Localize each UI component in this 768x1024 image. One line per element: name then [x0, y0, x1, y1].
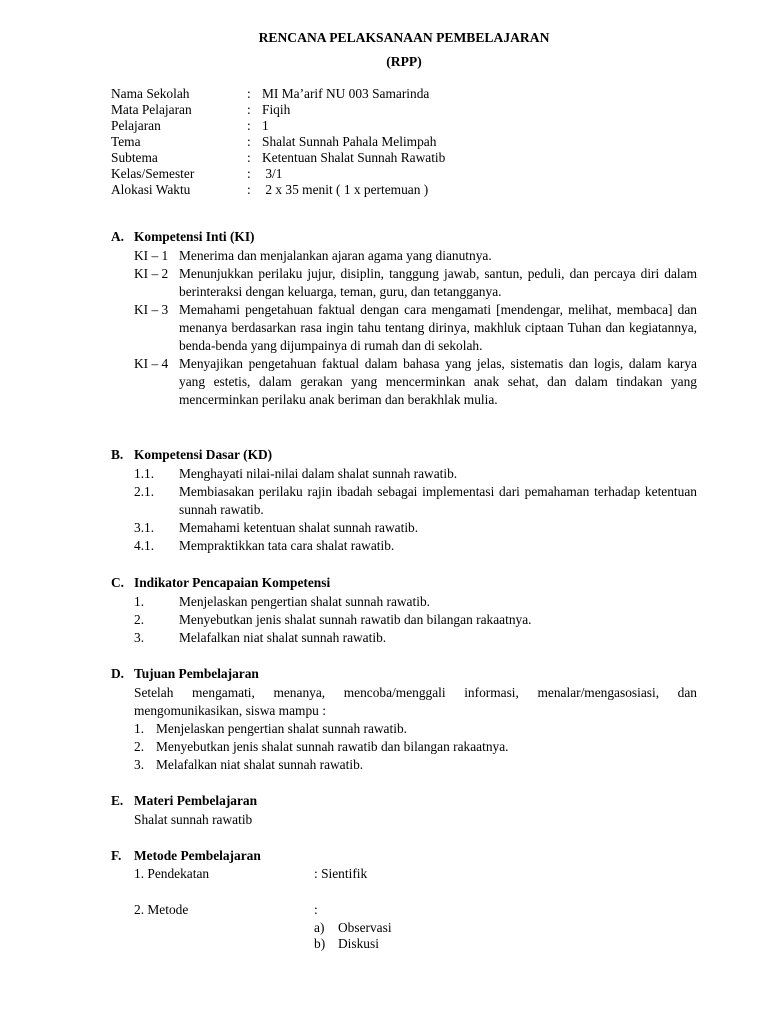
- tujuan-item: [111, 738, 697, 756]
- ki-text: Menerima dan menjalankan ajaran agama yang dianutnya.: [179, 248, 492, 263]
- ki-item: [111, 265, 697, 301]
- indikator-text: Melafalkan niat shalat sunnah rawatib.: [179, 630, 387, 645]
- ki-code: KI – 2: [134, 266, 169, 281]
- section-letter: B.: [111, 447, 124, 462]
- section-heading: [111, 447, 697, 465]
- section-letter: C.: [111, 575, 125, 590]
- section-title: Kompetensi Dasar (KD): [134, 447, 273, 462]
- identity-label: Pelajaran: [111, 118, 161, 133]
- tujuan-text: Menjelaskan pengertian shalat sunnah rawatib.: [156, 721, 407, 736]
- section-kompetensi-inti: [111, 229, 697, 409]
- section-heading: [111, 848, 697, 866]
- identity-colon: :: [247, 134, 251, 149]
- section-heading: [111, 793, 697, 811]
- section-kompetensi-dasar: [111, 447, 697, 555]
- ki-text: Menunjukkan perilaku jujur, disiplin, tanggung jawab, santun, peduli, dan percaya diri dalam berinteraksi dengan keluarga, teman, guru, dan tetangganya.: [179, 266, 697, 299]
- section-indikator: [111, 575, 697, 647]
- kd-text: Membiasakan perilaku rajin ibadah sebagai implementasi dari pemahaman terhadap ketentuan sunnah rawatib.: [179, 484, 697, 517]
- tujuan-item: [111, 756, 697, 774]
- ki-item: [111, 247, 697, 265]
- indikator-number: 1.: [134, 594, 145, 609]
- identity-colon: :: [247, 182, 251, 197]
- identity-label: Subtema: [111, 150, 158, 165]
- tujuan-number: 3.: [134, 757, 145, 772]
- kd-item: [111, 465, 697, 483]
- section-heading: [111, 229, 697, 247]
- document-subtitle: (RPP): [386, 54, 422, 69]
- identity-label: Nama Sekolah: [111, 86, 190, 101]
- method-colon: :: [314, 902, 318, 917]
- method-letter: a): [314, 920, 325, 935]
- materi-text: Shalat sunnah rawatib: [134, 812, 253, 827]
- identity-label: Kelas/Semester: [111, 166, 195, 181]
- kd-number: 3.1.: [134, 520, 155, 535]
- method-text: Diskusi: [338, 936, 379, 951]
- kd-item: [111, 519, 697, 537]
- identity-label: Tema: [111, 134, 141, 149]
- method-item: [111, 920, 697, 936]
- section-letter: E.: [111, 793, 124, 808]
- section-title: Indikator Pencapaian Kompetensi: [134, 575, 331, 590]
- identity-value: 2 x 35 menit ( 1 x pertemuan ): [262, 182, 429, 197]
- section-letter: D.: [111, 666, 125, 681]
- tujuan-text: Menyebutkan jenis shalat sunnah rawatib dan bilangan rakaatnya.: [156, 739, 509, 754]
- identity-value: 3/1: [262, 166, 283, 181]
- identity-colon: :: [247, 150, 251, 165]
- ki-item: [111, 301, 697, 355]
- section-metode: [111, 848, 697, 952]
- identity-label: Alokasi Waktu: [111, 182, 191, 197]
- section-materi: [111, 793, 697, 829]
- identity-colon: :: [247, 118, 251, 133]
- ki-item: [111, 355, 697, 409]
- kd-item: [111, 483, 697, 519]
- identity-colon: :: [247, 86, 251, 101]
- ki-text: Memahami pengetahuan faktual dengan cara mengamati [mendengar, melihat, membaca] dan menanya berdasarkan rasa ingin tahu tentang dirinya, makhluk ciptaan Tuhan dan kegiatannya, benda-benda yang dijumpainya di rumah dan di sekolah.: [179, 302, 697, 353]
- section-letter: F.: [111, 848, 122, 863]
- kd-text: Menghayati nilai-nilai dalam shalat sunnah rawatib.: [179, 466, 458, 481]
- tujuan-intro: Setelah mengamati, menanya, mencoba/menggali informasi, menalar/mengasosiasi, dan mengomunikasikan, siswa mampu :: [134, 685, 697, 718]
- tujuan-number: 1.: [134, 721, 145, 736]
- indikator-text: Menyebutkan jenis shalat sunnah rawatib dan bilangan rakaatnya.: [179, 612, 532, 627]
- identity-value: MI Ma’arif NU 003 Samarinda: [262, 86, 430, 101]
- method-letter: b): [314, 936, 326, 951]
- tujuan-number: 2.: [134, 739, 145, 754]
- kd-number: 4.1.: [134, 538, 155, 553]
- ki-code: KI – 3: [134, 302, 169, 317]
- identity-value: 1: [262, 118, 269, 133]
- section-title: Tujuan Pembelajaran: [134, 666, 259, 681]
- tujuan-item: [111, 720, 697, 738]
- section-letter: A.: [111, 229, 125, 244]
- method-item: [111, 936, 697, 952]
- indikator-item: [111, 611, 697, 629]
- kd-item: [111, 537, 697, 555]
- indikator-item: [111, 629, 697, 647]
- indikator-number: 2.: [134, 612, 145, 627]
- method-label: 2. Metode: [134, 902, 189, 917]
- indikator-number: 3.: [134, 630, 145, 645]
- section-title: Kompetensi Inti (KI): [134, 229, 255, 244]
- identity-colon: :: [247, 102, 251, 117]
- approach-row: [111, 866, 697, 884]
- section-heading: [111, 575, 697, 593]
- kd-text: Memahami ketentuan shalat sunnah rawatib.: [179, 520, 419, 535]
- ki-code: KI – 4: [134, 356, 169, 371]
- approach-label: 1. Pendekatan: [134, 866, 210, 881]
- section-title: Materi Pembelajaran: [134, 793, 258, 808]
- section-title: Metode Pembelajaran: [134, 848, 261, 863]
- ki-code: KI – 1: [134, 248, 169, 263]
- tujuan-text: Melafalkan niat shalat sunnah rawatib.: [156, 757, 364, 772]
- method-text: Observasi: [338, 920, 392, 935]
- approach-value: : Sientifik: [314, 866, 368, 881]
- section-heading: [111, 666, 697, 684]
- identity-label: Mata Pelajaran: [111, 102, 192, 117]
- indikator-item: [111, 593, 697, 611]
- identity-value: Shalat Sunnah Pahala Melimpah: [262, 134, 437, 149]
- kd-number: 2.1.: [134, 484, 155, 499]
- ki-text: Menyajikan pengetahuan faktual dalam bahasa yang jelas, sistematis dan logis, dalam karya yang estetis, dalam gerakan yang mencerminkan anak sehat, dan dalam tindakan yang mencerminkan perilaku anak beriman dan berakhlak mulia.: [179, 356, 697, 407]
- section-tujuan: [111, 666, 697, 774]
- method-row: [111, 902, 697, 920]
- indikator-text: Menjelaskan pengertian shalat sunnah rawatib.: [179, 594, 430, 609]
- kd-text: Mempraktikkan tata cara shalat rawatib.: [179, 538, 395, 553]
- document-title: RENCANA PELAKSANAAN PEMBELAJARAN: [258, 30, 550, 45]
- kd-number: 1.1.: [134, 466, 155, 481]
- identity-value: Fiqih: [262, 102, 291, 117]
- identity-value: Ketentuan Shalat Sunnah Rawatib: [262, 150, 446, 165]
- identity-colon: :: [247, 166, 251, 181]
